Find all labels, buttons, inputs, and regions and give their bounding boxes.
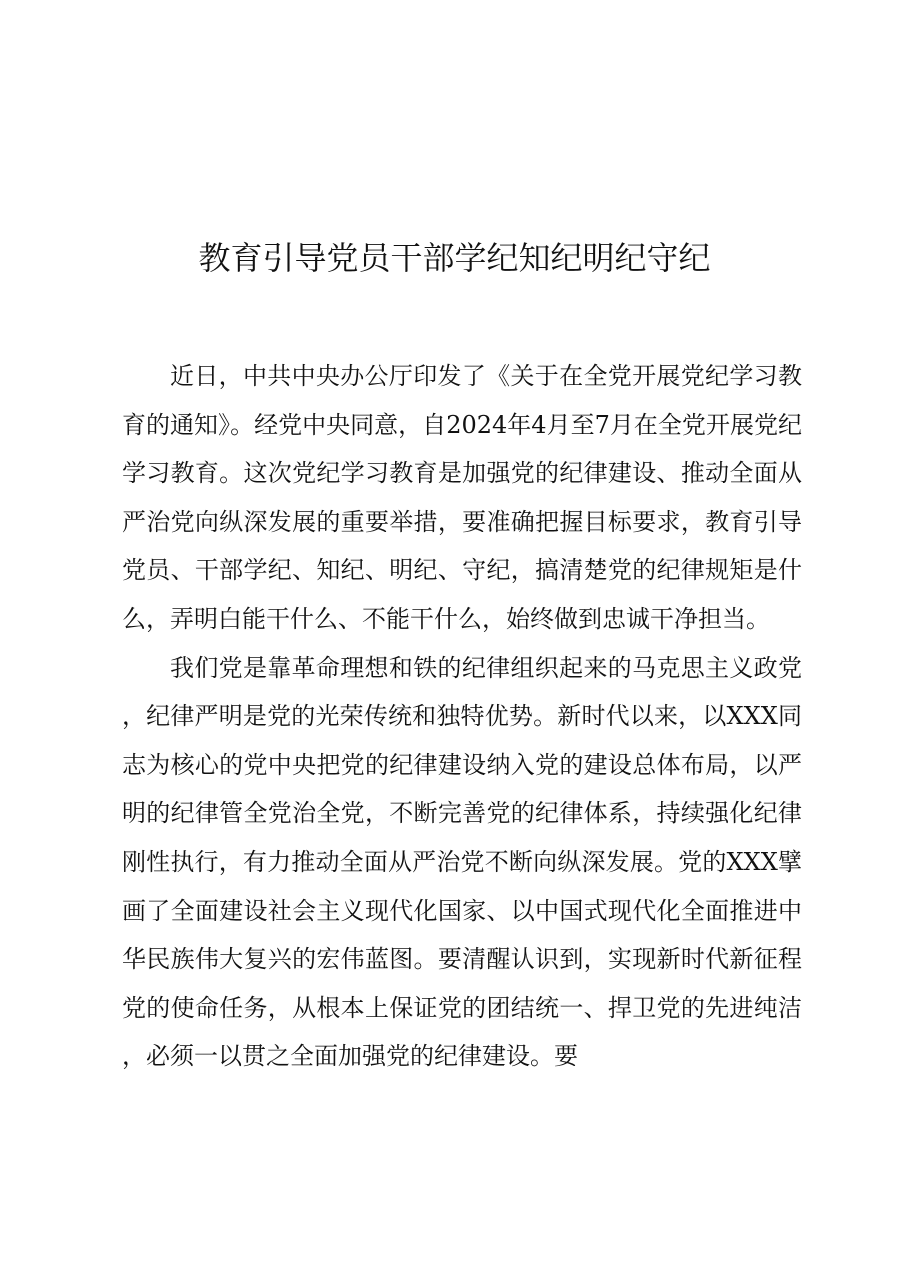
paragraph-2: 我们党是靠革命理想和铁的纪律组织起来的马克思主义政党，纪律严明是党的光荣传统和独特优势。新时代以来，以XXX同志为核心的党中央把党的纪律建设纳入党的建设总体布局，以严明的纪律管全党治全党，不断完善党的纪律体系，持续强化纪律刚性执行，有力推动全面从严治党不断向纵深发展。党的XXX擘画了全面建设社会主义现代化国家、以中国式现代化全面推进中华民族伟大复兴的宏伟蓝图。要清醒认识到，实现新时代新征程党的使命任务，从根本上保证党的团结统一、捍卫党的先进纯洁，必须一以贯之全面加强党的纪律建设。要 <box>122 653 802 1071</box>
document-body <box>122 352 802 1081</box>
document-title: 教育引导党员干部学纪知纪明纪守纪 <box>198 239 711 277</box>
paragraph-1: 近日，中共中央办公厅印发了《关于在全党开展党纪学习教育的通知》。经党中央同意，自2024年4月至7月在全党开展党纪学习教育。这次党纪学习教育是加强党的纪律建设、推动全面从严治党向纵深发展的重要举措，要准确把握目标要求，教育引导党员、干部学纪、知纪、明纪、守纪，搞清楚党的纪律规矩是什么，弄明白能干什么、不能干什么，始终做到忠诚干净担当。 <box>122 362 802 633</box>
